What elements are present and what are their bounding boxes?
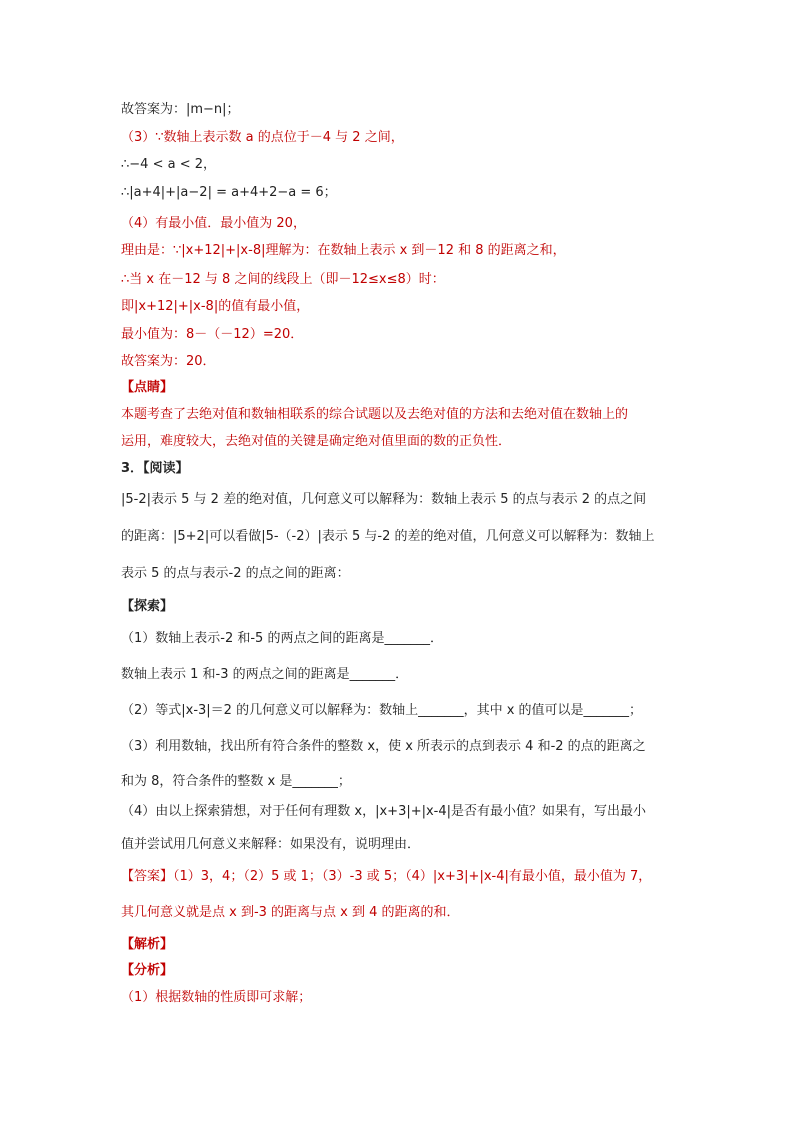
explore-heading: 【探索】 [121,599,174,614]
comment-text-1: 本题考查了去绝对值和数轴相联系的综合试题以及去绝对值的方法和去绝对值在数轴上的 [121,407,629,422]
breakdown-step-1: （1）根据数轴的性质即可求解； [121,990,312,1005]
comment-heading: 【点睛】 [121,380,174,395]
reason-line: 理由是：∵|x+12|+|x-8|理解为：在数轴上表示 x 到－12 和 8 的距离之和， [121,243,566,258]
condition-line: ∴当 x 在－12 与 8 之间的线段上（即－12≤x≤8）时： [121,272,445,287]
solution-step-3: （3）∵数轴上表示数 a 的点位于－4 与 2 之间， [121,130,404,145]
explore-question-3b: 和为 8，符合条件的整数 x 是_______； [121,774,351,789]
inequality-line: ∴−4 < a < 2， [121,157,216,172]
solution-step-4: （4）有最小值．最小值为 20， [121,216,306,231]
reading-text-2: 的距离：|5+2|可以看做|5-（-2）|表示 5 与-2 的差的绝对值，几何意义可以解释为：数轴上 [121,529,655,544]
answer-line-2: 其几何意义就是点 x 到-3 的距离与点 x 到 4 的距离的和． [121,905,460,920]
explore-question-2: （2）等式|x-3|＝2 的几何意义可以解释为：数轴上_______，其中 x 的值可以是_______； [121,703,643,718]
comment-text-2: 运用，难度较大，去绝对值的关键是确定绝对值里面的数的正负性． [121,434,512,449]
reading-text-3: 表示 5 的点与表示-2 的点之间的距离： [121,566,350,581]
minimum-value-line: 最小值为：8－（－12）=20． [121,327,304,342]
answer-line-m-n: 故答案为：|m−n|； [121,102,240,117]
absolute-value-equation: ∴|a+4|+|a−2| = a+4+2−a = 6； [121,185,337,200]
answer-line-1: 【答案】（1）3，4；（2）5 或 1；（3）-3 或 5；（4）|x+3|+|x-4|有最小值，最小值为 7， [121,869,652,884]
reading-text-1: |5-2|表示 5 与 2 差的绝对值，几何意义可以解释为：数轴上表示 5 的点与表示 2 的点之间 [121,492,647,507]
explore-question-1a: （1）数轴上表示-2 和-5 的两点之间的距离是_______． [121,631,443,646]
explore-question-1b: 数轴上表示 1 和-3 的两点之间的距离是_______． [121,667,409,682]
analysis-heading: 【解析】 [121,937,174,952]
breakdown-heading: 【分析】 [121,963,174,978]
final-answer-line: 故答案为：20． [121,354,216,369]
explore-question-4a: （4）由以上探索猜想，对于任何有理数 x，|x+3|+|x-4|是否有最小值？如果有，写出最小 [121,804,647,819]
minimum-line: 即|x+12|+|x-8|的值有最小值， [121,299,310,314]
explore-question-4b: 值并尝试用几何意义来解释：如果没有，说明理由． [121,837,421,852]
explore-question-3a: （3）利用数轴，找出所有符合条件的整数 x，使 x 所表示的点到表示 4 和-2 的点的距离之 [121,739,646,754]
question-3-heading: 3．【阅读】 [121,461,189,476]
